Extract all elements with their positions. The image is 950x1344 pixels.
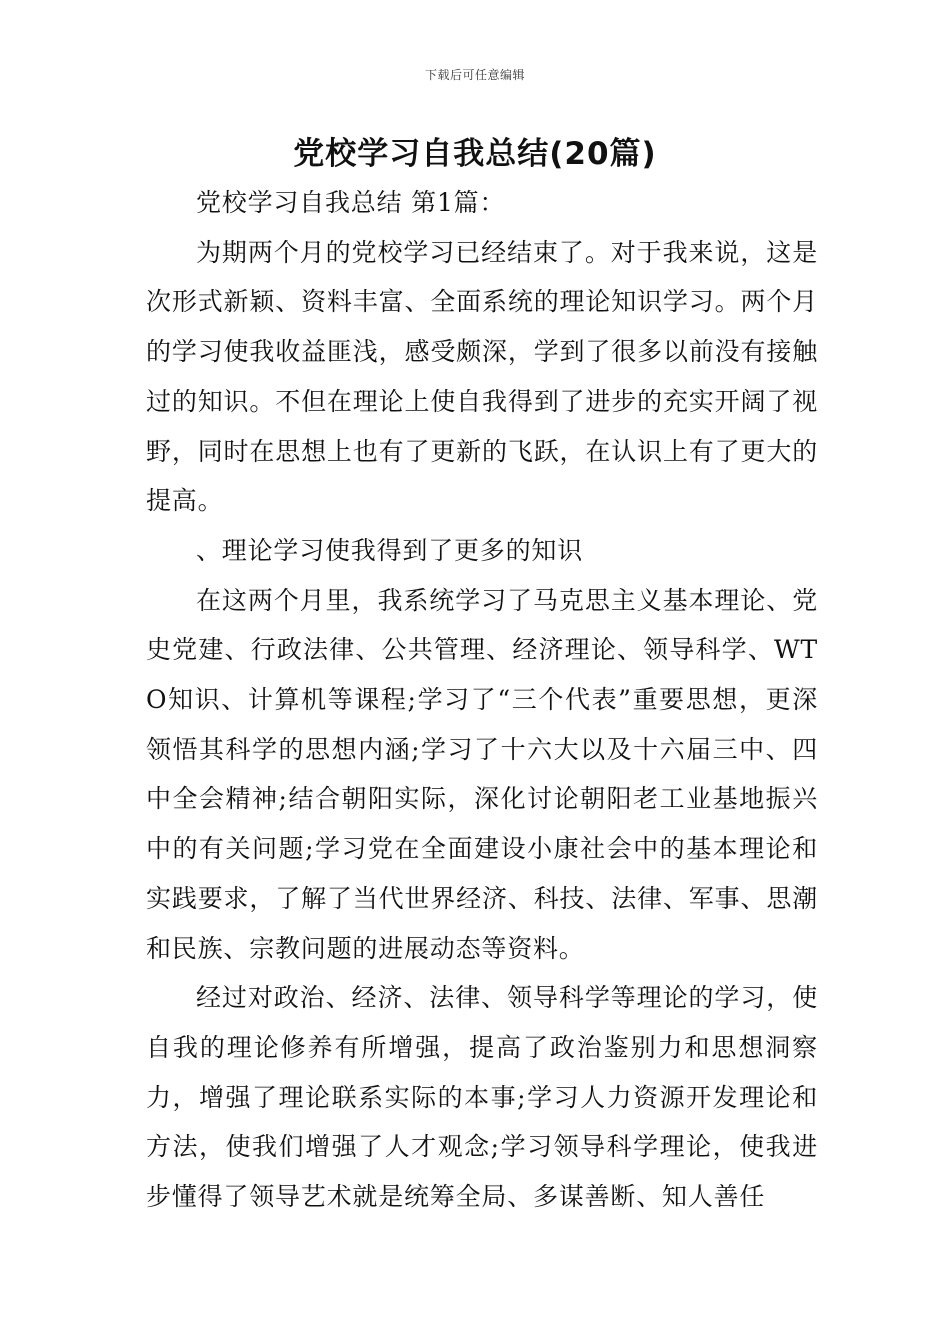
- paragraph-outcomes: 经过对政治、经济、法律、领导科学等理论的学习，使自我的理论修养有所增强，提高了政治鉴别力和思想洞察力，增强了理论联系实际的本事;学习人力资源开发理论和方法，使我们增强了人才观念;学习领导科学理论，使我进步懂得了领导艺术就是统筹全局、多谋善断、知人善任: [146, 983, 818, 1212]
- subheading-theory-learning: 、理论学习使我得到了更多的知识: [196, 535, 584, 565]
- header-note: 下载后可任意编辑: [424, 68, 525, 82]
- paragraph-courses: 在这两个月里，我系统学习了马克思主义基本理论、党史党建、行政法律、公共管理、经济理论、领导科学、WTO知识、计算机等课程;学习了“三个代表”重要思想，更深领悟其科学的思想内涵;学习了十六大以及十六届三中、四中全会精神;结合朝阳实际，深化讨论朝阳老工业基地振兴中的有关问题;学习党在全面建设小康社会中的基本理论和实践要求，了解了当代世界经济、科技、法律、军事、思潮和民族、宗教问题的进展动态等资料。: [146, 585, 818, 963]
- paragraph-intro: 为期两个月的党校学习已经结束了。对于我来说，这是次形式新颖、资料丰富、全面系统的理论知识学习。两个月的学习使我收益匪浅，感受颇深，学到了很多以前没有接触过的知识。不但在理论上使自我得到了进步的充实开阔了视野，同时在思想上也有了更新的飞跃，在认识上有了更大的提高。: [146, 237, 818, 516]
- document-title: 党校学习自我总结(20篇): [293, 136, 657, 172]
- section-heading: 党校学习自我总结 第1篇：: [196, 188, 506, 217]
- document-body: [146, 178, 818, 1222]
